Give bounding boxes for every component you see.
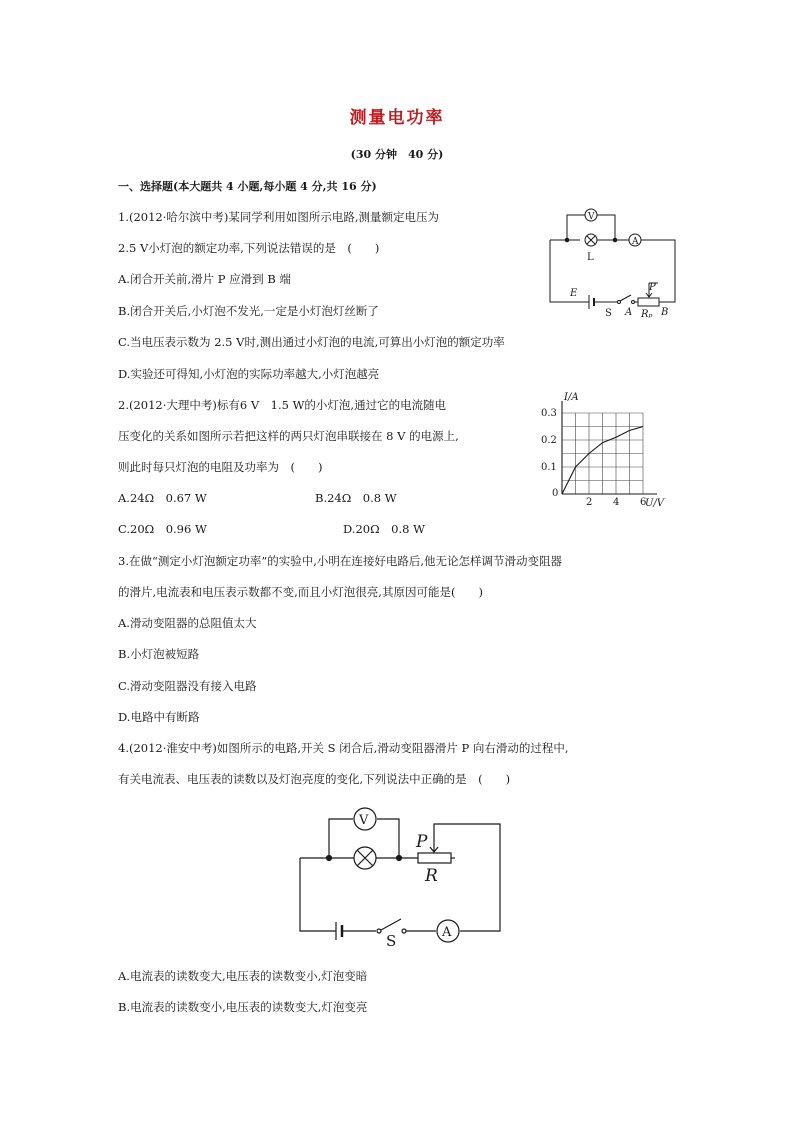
q4-option-b: B.电流表的读数变小,电压表的读数变大,灯泡变亮 — [118, 1000, 368, 1014]
x-tick-label: 4 — [613, 497, 620, 508]
q2-stem-line1: 2.(2012·大理中考)标有6 V 1.5 W的小灯泡,通过它的电流随电 — [118, 398, 447, 412]
q2-option-d: D.20Ω 0.8 W — [343, 522, 425, 536]
q4-rheostat-label: R — [425, 866, 438, 886]
q3-option-a: A.滑动变阻器的总阻值太大 — [118, 616, 257, 630]
q4-option-a: A.电流表的读数变大,电压表的读数变小,灯泡变暗 — [118, 969, 368, 983]
q1-slider-label: P — [649, 282, 656, 293]
q4-voltmeter-label: V — [359, 813, 369, 828]
q3-option-c: C.滑动变阻器没有接入电路 — [118, 679, 257, 693]
q1-ammeter-label: A — [632, 237, 639, 247]
q1-option-c: C.当电压表示数为 2.5 V时,测出通过小灯泡的电流,可算出小灯泡的额定功率 — [118, 335, 505, 349]
x-tick-label: 2 — [586, 497, 593, 508]
q1-source-label: E — [570, 288, 578, 299]
q1-stem-line2: 2.5 V小灯泡的额定功率,下列说法错误的是 ( ) — [118, 241, 380, 255]
y-tick-label: 0.1 — [541, 462, 557, 473]
q1-option-a: A.闭合开关前,滑片 P 应滑到 B 端 — [118, 272, 291, 286]
q2-option-a: A.24Ω 0.67 W — [118, 491, 207, 505]
q1-terminal-a-label: A — [625, 307, 633, 318]
section-heading: 一、选择题(本大题共 4 小题,每小题 4 分,共 16 分) — [118, 180, 377, 193]
q4-ammeter-label: A — [442, 925, 452, 940]
q3-stem-line2: 的滑片,电流表和电压表示数都不变,而且小灯泡很亮,其原因可能是( ) — [118, 585, 483, 599]
page-subtitle: (30 分钟 40 分) — [350, 148, 444, 161]
q4-switch-label: S — [386, 932, 397, 950]
page-title: 测量电功率 — [349, 108, 445, 128]
q4-circuit-diagram — [295, 802, 505, 952]
q1-circuit-diagram — [545, 205, 680, 320]
q2-iu-graph — [538, 390, 678, 510]
q4-stem-line1: 4.(2012·淮安中考)如图所示的电路,开关 S 闭合后,滑动变阻器滑片 P 向右滑动的过程中, — [118, 741, 569, 755]
y-axis-label: I/A — [564, 392, 579, 403]
q1-option-d: D.实验还可得知,小灯泡的实际功率越大,小灯泡越亮 — [118, 367, 380, 381]
q2-stem-line3: 则此时每只灯泡的电阻及功率为 ( ) — [118, 460, 323, 474]
y-tick-label: 0.3 — [541, 408, 557, 419]
origin-label: 0 — [552, 488, 559, 499]
y-tick-label: 0.2 — [541, 435, 557, 446]
q1-lamp-label: L — [587, 252, 594, 263]
x-tick-label: 6 — [640, 497, 647, 508]
q3-option-b: B.小灯泡被短路 — [118, 647, 200, 661]
q1-voltmeter-label: V — [588, 212, 595, 222]
q3-stem-line1: 3.在做“测定小灯泡额定功率”的实验中,小明在连接好电路后,他无论怎样调节滑动变阻器 — [118, 554, 563, 568]
q2-option-c: C.20Ω 0.96 W — [118, 522, 207, 536]
x-axis-label: U/V — [645, 498, 665, 509]
q1-switch-label: S — [605, 308, 612, 319]
q1-terminal-b-label: B — [661, 307, 669, 318]
q1-rheostat-label: Rₚ — [641, 309, 653, 320]
q1-option-b: B.闭合开关后,小灯泡不发光,一定是小灯泡灯丝断了 — [118, 304, 379, 318]
q4-stem-line2: 有关电流表、电压表的读数以及灯泡亮度的变化,下列说法中正确的是 ( ) — [118, 772, 511, 786]
q4-slider-label: P — [416, 832, 428, 852]
q3-option-d: D.电路中有断路 — [118, 710, 200, 724]
q1-stem-line1: 1.(2012·哈尔滨中考)某同学利用如图所示电路,测量额定电压为 — [118, 210, 440, 224]
q2-option-b: B.24Ω 0.8 W — [315, 491, 397, 505]
q2-stem-line2: 压变化的关系如图所示若把这样的两只灯泡串联接在 8 V 的电源上, — [118, 429, 459, 443]
